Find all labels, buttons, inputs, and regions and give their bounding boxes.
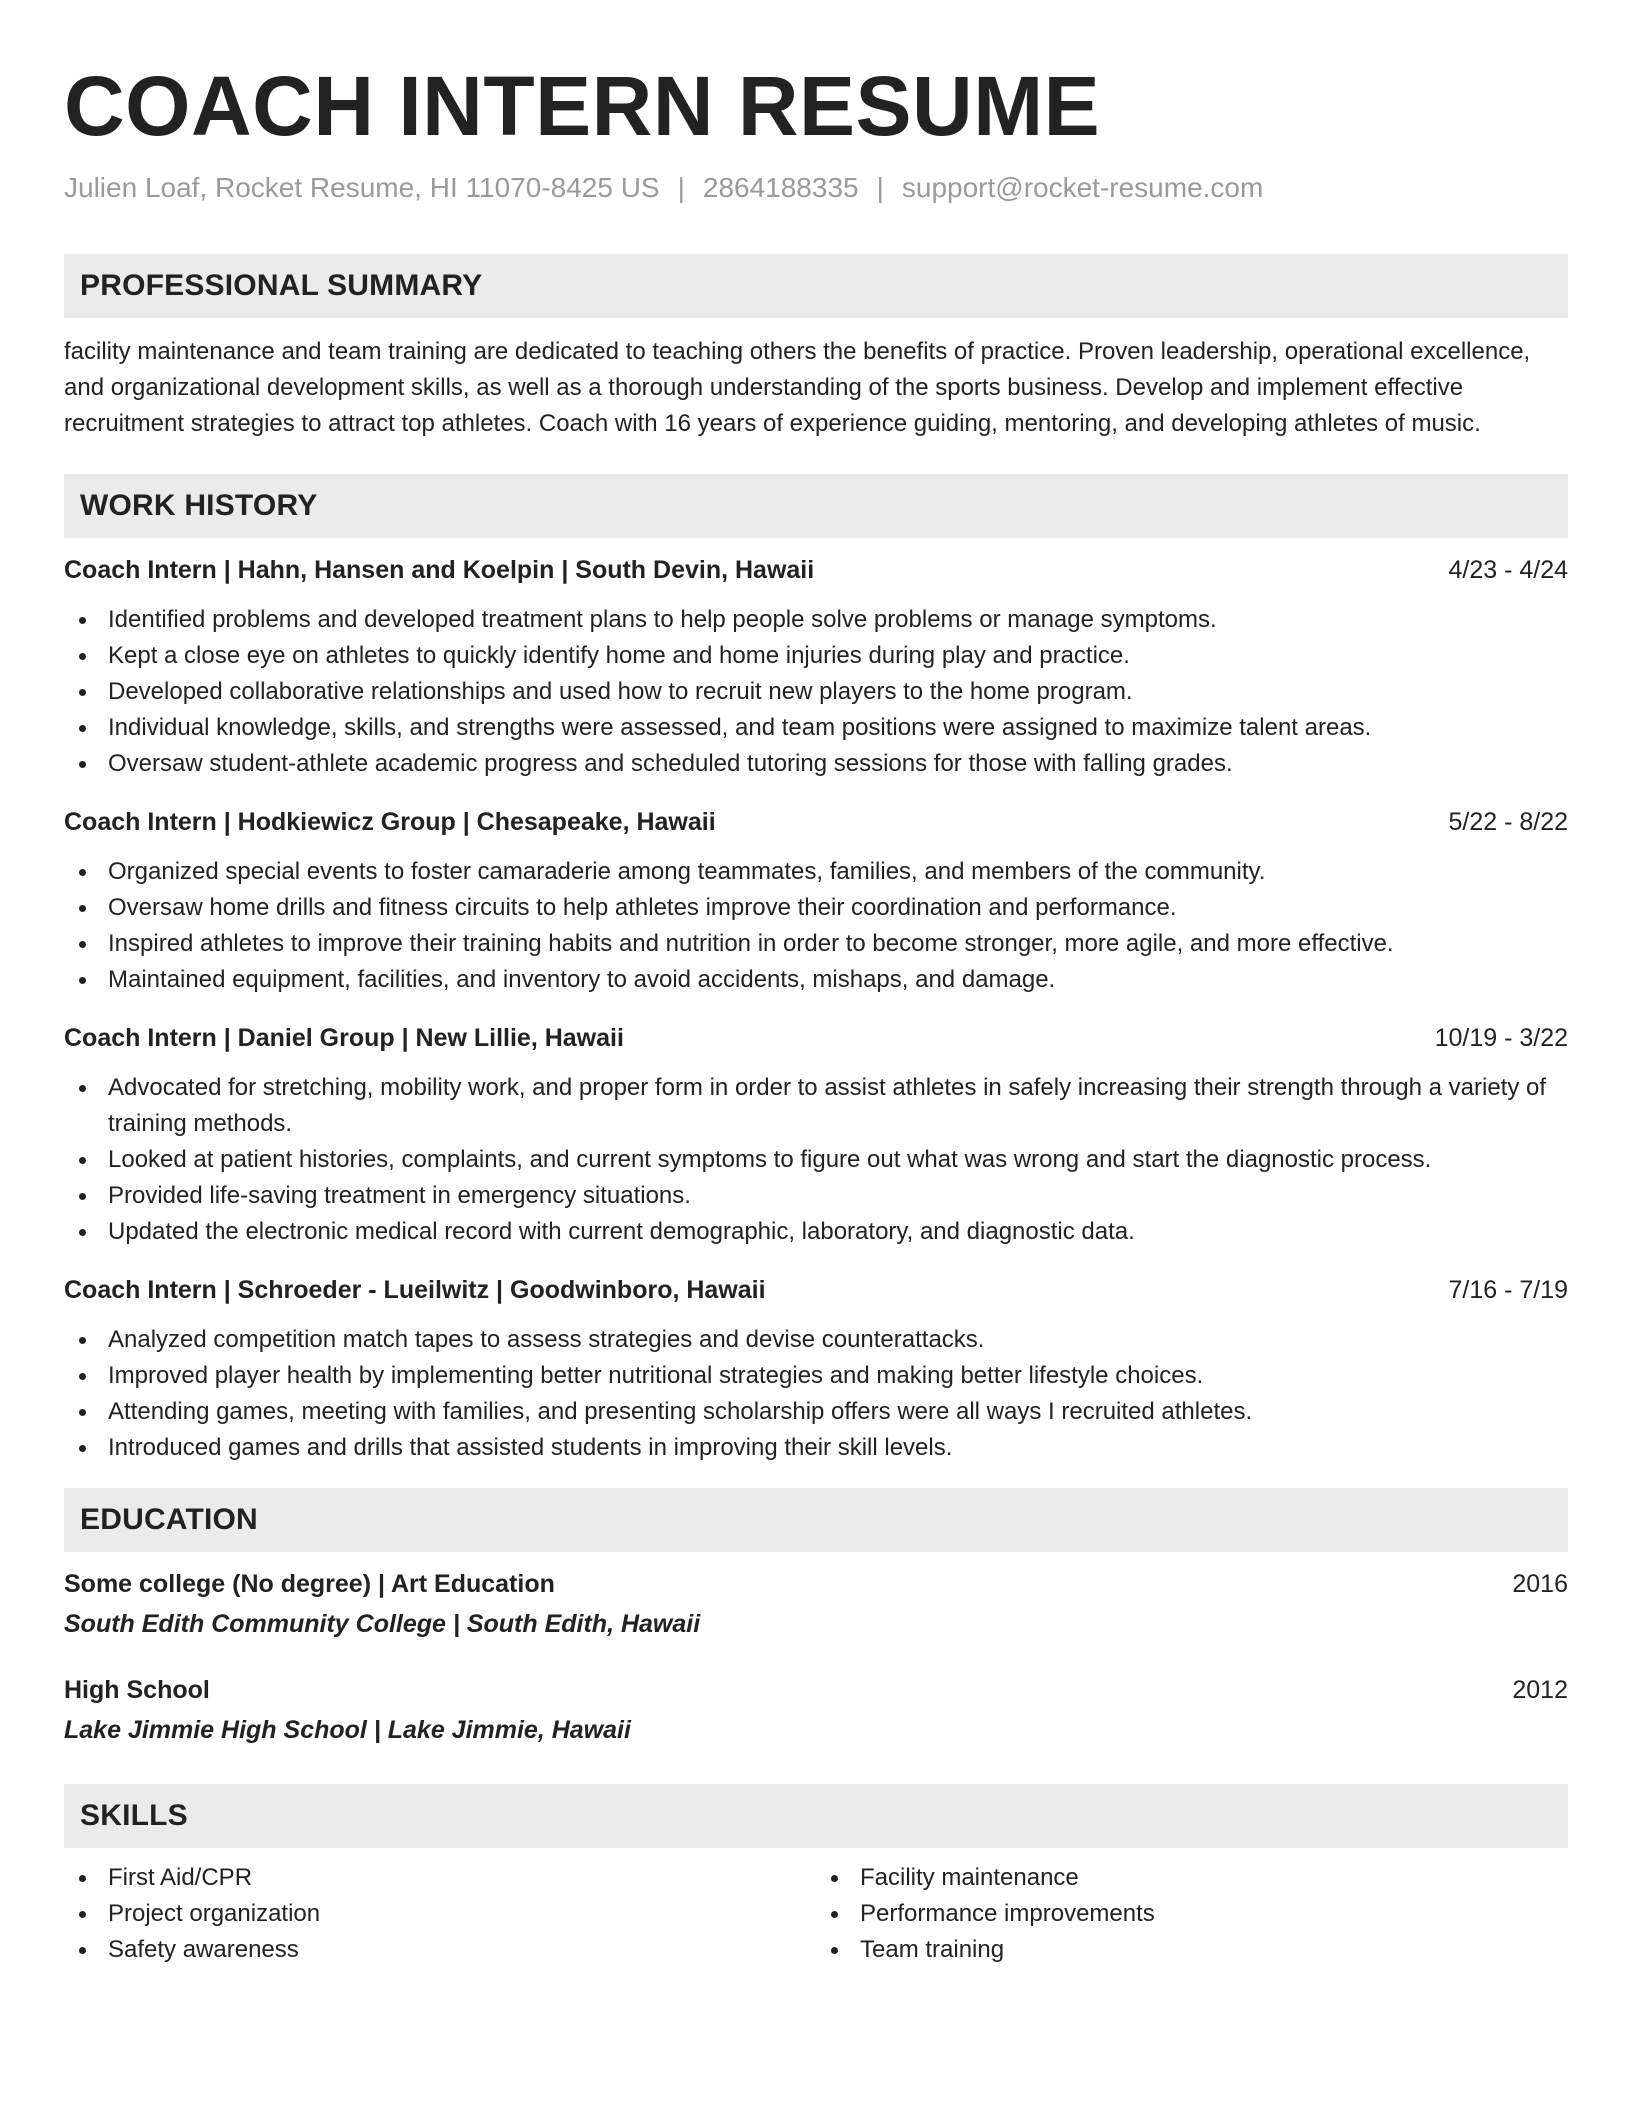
bullet-icon	[79, 905, 86, 912]
section-heading-work: WORK HISTORY	[64, 474, 1568, 538]
list-item: Looked at patient histories, complaints, and current symptoms to figure out what was wrong and start the diagnostic process.	[64, 1142, 1568, 1178]
bullet-icon	[79, 617, 86, 624]
education-year: 2012	[1512, 1676, 1568, 1704]
contact-line	[64, 172, 1568, 204]
bullet-icon	[79, 689, 86, 696]
skill-item: Facility maintenance	[816, 1860, 1568, 1896]
job-title: Coach Intern | Schroeder - Lueilwitz | Goodwinboro, Hawaii	[64, 1276, 766, 1304]
bullet-icon	[79, 1229, 86, 1236]
job-dates: 5/22 - 8/22	[1448, 808, 1568, 836]
bullet-icon	[79, 1947, 86, 1954]
bullet-icon	[79, 761, 86, 768]
bullet-icon	[831, 1947, 838, 1954]
list-item: Introduced games and drills that assisted students in improving their skill levels.	[64, 1430, 1568, 1466]
job-dates: 10/19 - 3/22	[1434, 1024, 1568, 1052]
job-title: Coach Intern | Hodkiewicz Group | Chesapeake, Hawaii	[64, 808, 716, 836]
list-item: Oversaw student-athlete academic progress and scheduled tutoring sessions for those with falling grades.	[64, 746, 1568, 782]
skill-item: Safety awareness	[64, 1932, 816, 1968]
contact-phone: 2864188335	[702, 172, 859, 203]
contact-separator: |	[876, 172, 884, 203]
summary-text: facility maintenance and team training are dedicated to teaching others the benefits of practice. Proven leadership, operational excellence, and organizational development skills, as well as a thorough understanding of the sports business. Develop and implement effective recruitment strategies to attract top athletes. Coach with 16 years of experience guiding, mentoring, and developing athletes of music.	[64, 338, 1531, 437]
bullet-icon	[831, 1911, 838, 1918]
skill-item: Team training	[816, 1932, 1568, 1968]
bullet-icon	[79, 869, 86, 876]
section-heading-summary: PROFESSIONAL SUMMARY	[64, 254, 1568, 318]
section-heading-education: EDUCATION	[64, 1488, 1568, 1552]
list-item: Advocated for stretching, mobility work, and proper form in order to assist athletes in safely increasing their strength through a variety of training methods.	[64, 1070, 1568, 1142]
bullet-icon	[79, 977, 86, 984]
bullet-icon	[79, 1409, 86, 1416]
list-item: Organized special events to foster camaraderie among teammates, families, and members of the community.	[64, 854, 1568, 890]
job-bullets	[64, 1070, 1568, 1250]
list-item: Updated the electronic medical record with current demographic, laboratory, and diagnostic data.	[64, 1214, 1568, 1250]
education-degree: High School	[64, 1676, 210, 1704]
skills-grid	[64, 1860, 1568, 1968]
bullet-icon	[79, 1911, 86, 1918]
skill-item: Performance improvements	[816, 1896, 1568, 1932]
list-item: Individual knowledge, skills, and strengths were assessed, and team positions were assigned to maximize talent areas.	[64, 710, 1568, 746]
contact-email: support@rocket-resume.com	[901, 172, 1264, 203]
job-dates: 4/23 - 4/24	[1448, 556, 1568, 584]
skills-column-right	[816, 1860, 1568, 1968]
list-item: Maintained equipment, facilities, and inventory to avoid accidents, mishaps, and damage.	[64, 962, 1568, 998]
list-item: Developed collaborative relationships and used how to recruit new players to the home program.	[64, 674, 1568, 710]
job-entry	[64, 804, 1568, 998]
job-entry	[64, 1272, 1568, 1466]
job-title: Coach Intern | Hahn, Hansen and Koelpin | South Devin, Hawaii	[64, 556, 815, 584]
skill-item: First Aid/CPR	[64, 1860, 816, 1896]
bullet-icon	[79, 1373, 86, 1380]
section-heading-skills: SKILLS	[64, 1784, 1568, 1848]
page-title: COACH INTERN RESUME	[64, 59, 1101, 153]
skills-column-left	[64, 1860, 816, 1968]
education-year: 2016	[1512, 1570, 1568, 1598]
job-bullets	[64, 854, 1568, 998]
list-item: Identified problems and developed treatment plans to help people solve problems or manage symptoms.	[64, 602, 1568, 638]
bullet-icon	[79, 653, 86, 660]
list-item: Improved player health by implementing better nutritional strategies and making better lifestyle choices.	[64, 1358, 1568, 1394]
contact-address: Julien Loaf, Rocket Resume, HI 11070-8425 US	[64, 172, 660, 203]
job-bullets	[64, 602, 1568, 782]
bullet-icon	[79, 1875, 86, 1882]
job-bullets	[64, 1322, 1568, 1466]
bullet-icon	[79, 941, 86, 948]
bullet-icon	[831, 1875, 838, 1882]
bullet-icon	[79, 1157, 86, 1164]
list-item: Inspired athletes to improve their training habits and nutrition in order to become stronger, more agile, and more effective.	[64, 926, 1568, 962]
list-item: Attending games, meeting with families, and presenting scholarship offers were all ways I recruited athletes.	[64, 1394, 1568, 1430]
contact-separator: |	[677, 172, 685, 203]
job-entry	[64, 1020, 1568, 1250]
education-school: South Edith Community College | South Edith, Hawaii	[64, 1610, 701, 1638]
skill-item: Project organization	[64, 1896, 816, 1932]
bullet-icon	[79, 1085, 86, 1092]
bullet-icon	[79, 1337, 86, 1344]
education-degree: Some college (No degree) | Art Education	[64, 1570, 555, 1598]
job-title: Coach Intern | Daniel Group | New Lillie, Hawaii	[64, 1024, 624, 1052]
list-item: Provided life-saving treatment in emergency situations.	[64, 1178, 1568, 1214]
education-school: Lake Jimmie High School | Lake Jimmie, Hawaii	[64, 1716, 631, 1744]
bullet-icon	[79, 725, 86, 732]
list-item: Analyzed competition match tapes to assess strategies and devise counterattacks.	[64, 1322, 1568, 1358]
list-item: Kept a close eye on athletes to quickly identify home and home injuries during play and practice.	[64, 638, 1568, 674]
bullet-icon	[79, 1445, 86, 1452]
education-entry	[64, 1672, 1568, 1748]
education-entry	[64, 1566, 1568, 1642]
list-item: Oversaw home drills and fitness circuits to help athletes improve their coordination and performance.	[64, 890, 1568, 926]
job-entry	[64, 552, 1568, 782]
job-dates: 7/16 - 7/19	[1448, 1276, 1568, 1304]
bullet-icon	[79, 1193, 86, 1200]
